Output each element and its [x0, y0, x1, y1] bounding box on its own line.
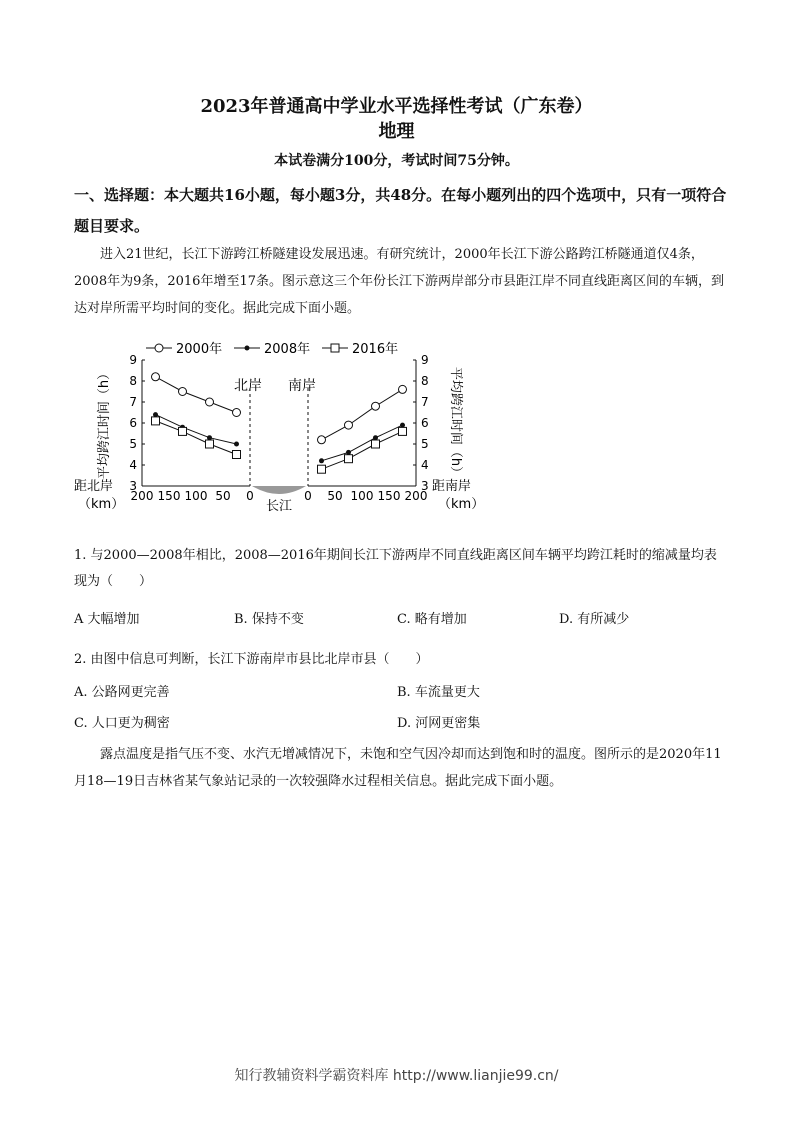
data-point	[152, 417, 160, 425]
q1-option-b: B. 保持不变	[234, 612, 304, 627]
south-x-tick-label: 50	[327, 489, 343, 503]
data-point	[400, 423, 405, 428]
q1-option-a: A 大幅增加	[74, 612, 140, 627]
data-point	[318, 465, 326, 473]
data-point	[179, 427, 187, 435]
legend-label: 2016年	[352, 342, 399, 357]
north-x-tick-label: 150	[157, 489, 181, 503]
subject-title: 地理	[378, 121, 415, 142]
legend-label: 2000年	[176, 342, 223, 357]
south-x-tick-label: 100	[350, 489, 374, 503]
right-y-tick-label: 4	[421, 458, 429, 472]
footer-watermark: 知行教辅资料学霸资料库 http://www.lianjie99.cn/	[234, 1068, 559, 1084]
left-y-tick-label: 4	[129, 458, 137, 472]
q1-option-d: D. 有所减少	[559, 612, 630, 627]
exam-note: 本试卷满分100分，考试时间75分钟。	[274, 153, 519, 169]
q1-option-c: C. 略有增加	[397, 612, 467, 627]
river-shape	[252, 486, 306, 494]
right-y-tick-label: 5	[421, 437, 429, 451]
south-x-axis-label-line1: 距南岸	[432, 479, 472, 494]
data-point	[206, 398, 214, 406]
data-point	[153, 412, 158, 417]
question-2	[74, 647, 724, 673]
question-2-stem: 2. 由图中信息可判断，长江下游南岸市县比北岸市县（ ）	[74, 652, 429, 667]
north-x-axis-label-line2: （km）	[78, 497, 125, 512]
passage-2	[74, 741, 724, 795]
south-x-tick-label: 150	[377, 489, 401, 503]
data-point	[346, 450, 351, 455]
data-point	[152, 373, 160, 381]
chart	[74, 336, 494, 536]
right-y-tick-label: 8	[421, 374, 429, 388]
series-line-north	[156, 377, 237, 413]
data-point	[399, 427, 407, 435]
data-point	[233, 409, 241, 417]
left-y-tick-label: 6	[129, 416, 137, 430]
legend-marker	[245, 346, 250, 351]
right-y-tick-label: 9	[421, 353, 429, 367]
data-point	[372, 440, 380, 448]
question-1-stem: 1. 与2000—2008年相比，2008—2016年期间长江下游两岸不同直线距离区间车辆平均跨江耗时的缩减量均表现为（ ）	[74, 548, 717, 589]
north-x-axis-label-line1: 距北岸	[74, 479, 114, 494]
q2-option-b: B. 车流量更大	[397, 685, 480, 700]
right-y-tick-label: 3	[421, 479, 429, 493]
south-x-tick-label: 0	[304, 489, 312, 503]
data-point	[399, 385, 407, 393]
series-line-south	[322, 389, 403, 439]
legend-marker	[331, 344, 339, 352]
data-point	[234, 442, 239, 447]
south-x-axis-label-line2: （km）	[438, 497, 485, 512]
passage-1-text: 进入21世纪，长江下游跨江桥隧建设发展迅速。有研究统计，2000年长江下游公路跨江桥隧通道仅4条，2008年为9条，2016年增至17条。图示意这三个年份长江下游两岸部分市县距江岸不同直线距离区间的车辆，到达对岸所需平均时间的变化。据此完成下面小题。	[74, 247, 724, 316]
series-line-south	[322, 431, 403, 469]
section-heading: 一、选择题：本大题共16小题，每小题3分，共48分。在每小题列出的四个选项中，只有一项符合题目要求。	[74, 186, 727, 235]
left-y-tick-label: 7	[129, 395, 137, 409]
north-x-tick-label: 0	[246, 489, 254, 503]
data-point	[345, 421, 353, 429]
left-y-tick-label: 9	[129, 353, 137, 367]
legend-label: 2008年	[264, 342, 311, 357]
legend-marker	[155, 344, 163, 352]
right-y-tick-label: 6	[421, 416, 429, 430]
left-y-axis-label: 平均跨江时间（h）	[97, 366, 112, 480]
left-y-tick-label: 8	[129, 374, 137, 388]
left-y-tick-label: 5	[129, 437, 137, 451]
data-point	[179, 388, 187, 396]
river-label: 长江	[265, 499, 293, 514]
data-point	[319, 458, 324, 463]
series-line-south	[322, 425, 403, 461]
left-y-tick-label: 3	[129, 479, 137, 493]
data-point	[207, 435, 212, 440]
data-point	[373, 435, 378, 440]
right-y-axis-label: 平均跨江时间（h）	[448, 366, 463, 480]
data-point	[345, 455, 353, 463]
south-bank-label: 南岸	[288, 378, 316, 394]
q2-option-a: A. 公路网更完善	[74, 685, 170, 700]
north-x-tick-label: 200	[130, 489, 154, 503]
series-line-north	[156, 415, 237, 444]
data-point	[233, 451, 241, 459]
q2-option-c: C. 人口更为稠密	[74, 716, 170, 731]
question-1	[74, 543, 724, 595]
passage-1	[74, 241, 724, 322]
data-point	[206, 440, 214, 448]
north-x-tick-label: 50	[215, 489, 231, 503]
q2-option-d: D. 河网更密集	[397, 716, 481, 731]
north-x-tick-label: 100	[184, 489, 208, 503]
data-point	[318, 436, 326, 444]
north-bank-label: 北岸	[234, 378, 262, 394]
passage-2-text: 露点温度是指气压不变、水汽无增减情况下，未饱和空气因冷却而达到饱和时的温度。图所示的是2020年11月18—19日吉林省某气象站记录的一次较强降水过程相关信息。据此完成下面小题。	[74, 747, 722, 789]
south-x-tick-label: 200	[404, 489, 428, 503]
series-line-north	[156, 421, 237, 455]
right-y-tick-label: 7	[421, 395, 429, 409]
exam-title: 2023年普通高中学业水平选择性考试（广东卷）	[200, 96, 593, 117]
data-point	[372, 402, 380, 410]
